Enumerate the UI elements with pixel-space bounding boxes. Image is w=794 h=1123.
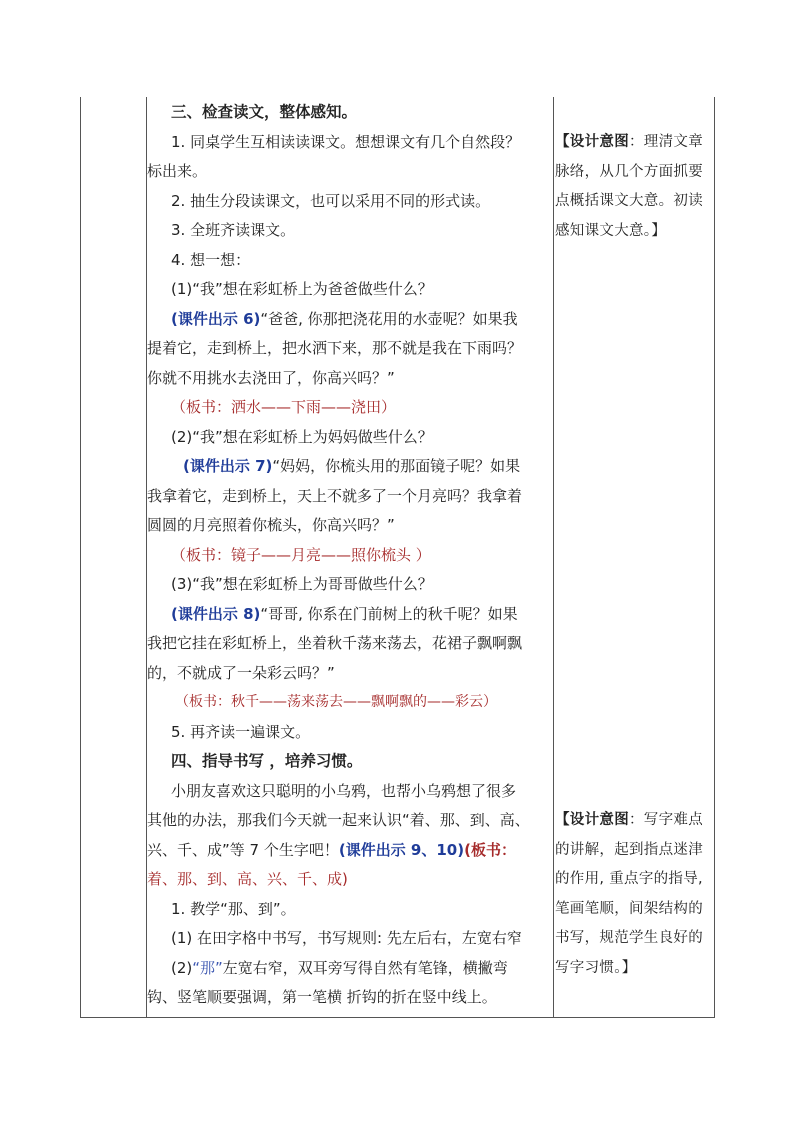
- design-note-1-line-2: 脉络，从几个方面抓要: [555, 163, 703, 180]
- teach-1-title: 1. 教学“那、到”。: [171, 899, 296, 918]
- design-note-2-line-3: 的作用, 重点字的指导,: [555, 871, 703, 887]
- design-note-2: [555, 806, 715, 983]
- design-note-1-line-4: 感知课文大意。】: [555, 222, 667, 239]
- teach-1-step-2-text: 左宽右窄，双耳旁写得自然有笔锋，横撇弯: [222, 958, 508, 977]
- teach-1-step-1: (1) 在田字格中书写，书写规则: 先左后右，左宽右窄: [171, 929, 522, 947]
- design-note-1-line-1: [555, 128, 715, 158]
- design-note-1: [555, 128, 715, 246]
- slide-6-line-3: 你就不用挑水去浇田了，你高兴吗？”: [147, 368, 395, 387]
- board-note-2: （板书：镜子——月亮——照你梳头 ）: [171, 545, 431, 564]
- slide-8-line-1: [147, 600, 552, 630]
- slide-7-line-1: [147, 452, 552, 482]
- board-note-1: （板书：洒水——下雨——浇田）: [171, 398, 397, 416]
- paragraph-line-1: 小朋友喜欢这只聪明的小乌鸦，也帮小乌鸦想了很多: [171, 781, 517, 800]
- slide-7-line-3: 圆圆的月亮照着你梳头，你高兴吗？”: [147, 516, 395, 534]
- design-note-2-text: ：写字难点: [629, 812, 703, 828]
- question-3: (3)“我”想在彩虹桥上为哥哥做些什么？: [171, 575, 433, 593]
- table-bottom-border: [80, 1017, 715, 1018]
- step-4: 4. 想一想：: [171, 250, 251, 269]
- slide-7-text: “妈妈，你梳头用的那面镜子呢？如果: [272, 457, 521, 475]
- design-note-1-label: 【设计意图: [555, 134, 629, 150]
- design-note-2-line-5: 书写，规范学生良好的: [555, 930, 703, 946]
- section-4-title: 四、指导书写 ，培养习惯。: [171, 752, 363, 770]
- slide-8-tag: (课件出示 8): [171, 604, 261, 623]
- board-characters: 着、那、到、高、兴、千、成): [147, 870, 348, 888]
- section-3-title: 三、检查读文，整体感知。: [171, 103, 358, 121]
- slide-8-text: “哥哥, 你系在门前树上的秋千呢？如果: [260, 604, 518, 623]
- teach-1-step-2: [147, 954, 552, 984]
- slide-8-line-3: 的，不就成了一朵彩云吗？”: [147, 663, 335, 682]
- col-divider-2: [553, 97, 554, 1018]
- paragraph-line-3: [147, 836, 552, 866]
- board-prefix: (板书：: [464, 840, 516, 859]
- step-1-line-2: 标出来。: [147, 162, 208, 180]
- slide-6-line-2: 提着它，走到桥上，把水洒下来，那不就是我在下雨吗？: [147, 339, 523, 357]
- slide-7-tag: (课件出示 7): [183, 457, 273, 475]
- teach-1-step-2-cont: 钩、竖笔顺要强调，第一笔横 折钩的折在竖中线上。: [147, 988, 497, 1006]
- slide-6-tag: (课件出示 6): [171, 309, 261, 328]
- design-note-2-line-6: 写字习惯。】: [555, 959, 637, 976]
- lesson-content: [147, 98, 552, 1013]
- slide-7-line-2: 我拿着它，走到桥上，天上不就多了一个月亮吗？我拿着: [147, 486, 523, 505]
- board-note-3: （板书：秋千——荡来荡去——飘啊飘的——彩云）: [175, 694, 497, 710]
- design-note-2-label: 【设计意图: [555, 812, 629, 828]
- question-2: (2)“我”想在彩虹桥上为妈妈做些什么？: [171, 427, 433, 446]
- step-1-line-1: 1. 同桌学生互相读读课文。想想课文有几个自然段？: [171, 132, 521, 151]
- paragraph-line-2: 其他的办法，那我们今天就一起来认识“着、那、到、高、: [147, 811, 530, 829]
- step-3: 3. 全班齐读课文。: [171, 221, 296, 239]
- step-2: 2. 抽生分段读课文，也可以采用不同的形式读。: [171, 191, 491, 210]
- design-note-2-line-4: 笔画笔顺，间架结构的: [555, 900, 703, 917]
- step-5: 5. 再齐读一遍课文。: [171, 722, 311, 741]
- slide-6-text: “爸爸, 你那把浇花用的水壶呢？如果我: [260, 309, 518, 328]
- table-left-border: [80, 97, 81, 1018]
- teach-1-step-2-number: (2): [171, 958, 193, 977]
- design-note-1-line-3: 点概括课文大意。初读: [555, 193, 703, 209]
- paragraph-text: 兴、千、成”等 7 个生字吧！: [147, 840, 339, 859]
- slide-6-line-1: [147, 305, 552, 335]
- design-note-2-line-2: 的讲解，起到指点迷津: [555, 841, 703, 858]
- design-note-1-text: ：理清文章: [629, 134, 703, 150]
- slide-9-10-tag: (课件出示 9、10): [338, 840, 465, 859]
- slide-8-line-2: 我把它挂在彩虹桥上，坐着秋千荡来荡去，花裙子飘啊飘: [147, 634, 523, 652]
- teach-1-step-2-word: “那”: [192, 958, 223, 977]
- question-1: (1)“我”想在彩虹桥上为爸爸做些什么？: [171, 280, 433, 298]
- design-note-2-line-1: [555, 806, 715, 836]
